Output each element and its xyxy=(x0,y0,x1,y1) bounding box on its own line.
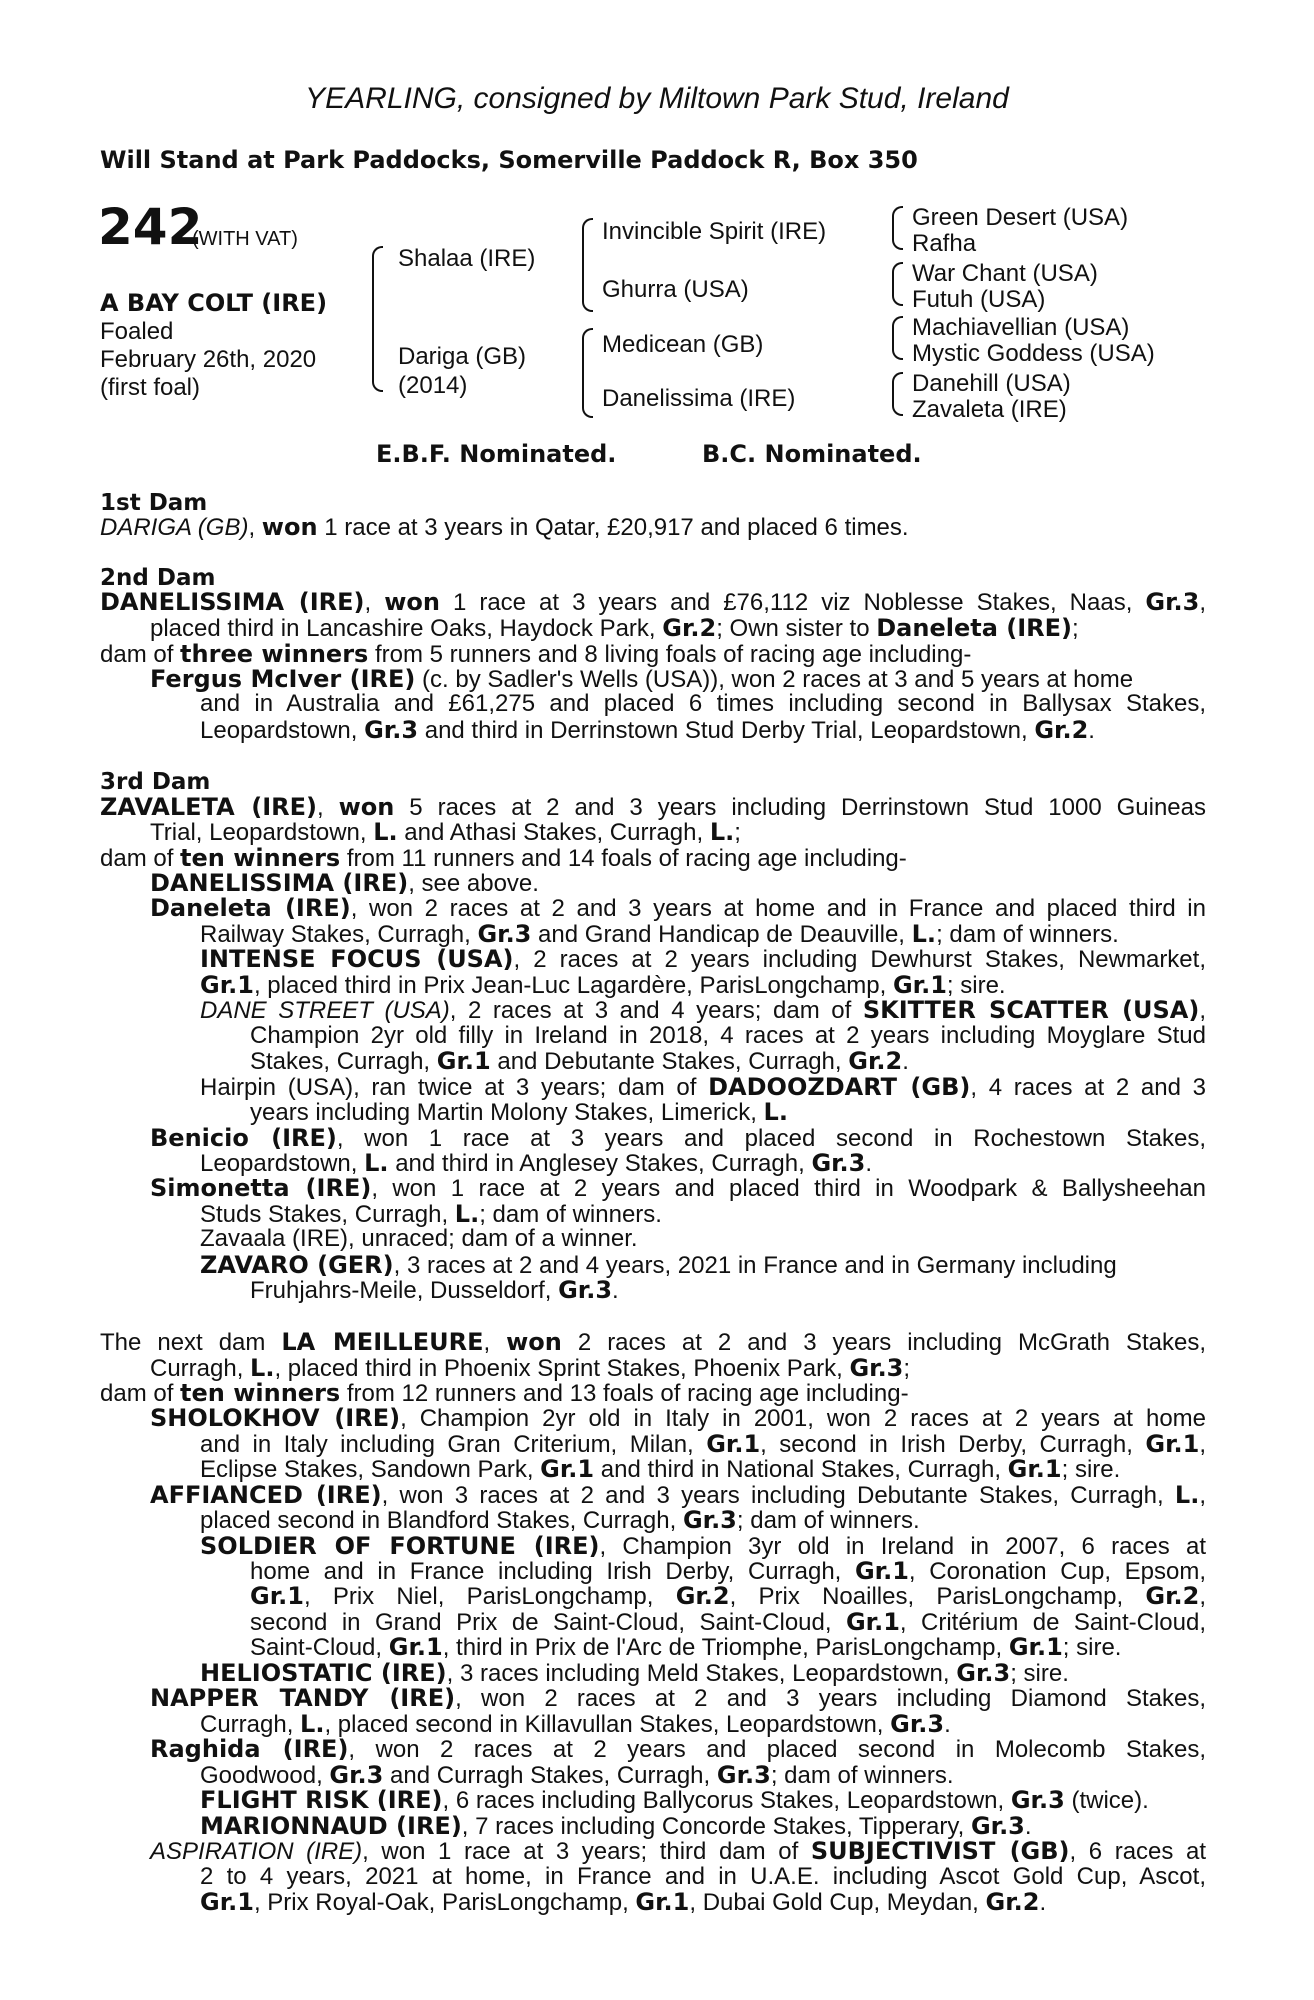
text-run: and Curragh Stakes, Curragh, xyxy=(383,1762,717,1789)
text-run: , won 1 race at 3 years; third dam of xyxy=(362,1838,811,1865)
text-run: and Grand Handicap de Deauville, xyxy=(531,921,912,948)
text-line xyxy=(100,795,1206,820)
bold-text: Gr.3 xyxy=(716,1761,771,1789)
text-line xyxy=(150,1737,1206,1762)
foaled-date: February 26th, 2020 xyxy=(100,346,317,373)
dam-dam-name: Danelissima (IRE) xyxy=(602,385,796,412)
text-line xyxy=(250,1024,1206,1048)
text-line xyxy=(200,1432,1206,1457)
text-run: , second in Irish Derby, Curragh, xyxy=(760,1431,1146,1458)
text-run: , xyxy=(1199,1482,1207,1509)
bold-text: ZAVALETA (IRE) xyxy=(100,793,318,821)
text-run: ; Own sister to xyxy=(716,615,877,642)
bold-text: Gr.3 xyxy=(682,1506,737,1534)
text-run: , 7 races including Concorde Stakes, Tipperary, xyxy=(461,1813,971,1840)
bold-text: Gr.1 xyxy=(635,1888,690,1916)
text-line xyxy=(150,1356,910,1381)
text-run: Leopardstown, xyxy=(200,1150,365,1177)
text-run: 1 race at 3 years in Qatar, £20,917 and placed 6 times. xyxy=(317,514,909,541)
bold-text: DADOOZDART (GB) xyxy=(708,1073,971,1101)
text-line xyxy=(250,1100,788,1125)
text-run: , xyxy=(1199,1583,1206,1610)
text-line xyxy=(200,1865,1206,1889)
bold-text: Gr.2 xyxy=(985,1888,1040,1916)
pedigree-brace-g2 xyxy=(892,262,903,306)
text-run: ; xyxy=(1071,615,1079,642)
text-line xyxy=(150,616,1079,641)
text-run: , xyxy=(248,514,262,541)
text-run: 2 races at 2 and 3 years including McGrath Stakes, xyxy=(561,1329,1206,1356)
text-run: and Debutante Stakes, Curragh, xyxy=(490,1048,849,1075)
text-run: dam of xyxy=(100,641,181,668)
text-run: . xyxy=(865,1150,873,1177)
text-run: second in Grand Prix de Saint-Cloud, Saint-Cloud, xyxy=(250,1609,846,1636)
text-run: , placed third in Prix Jean-Luc Lagardère, ParisLongchamp, xyxy=(253,972,893,999)
bold-text: SUBJECTIVIST (GB) xyxy=(810,1837,1070,1865)
text-run: Railway Stakes, Curragh, xyxy=(200,921,478,948)
bold-text: DANELISSIMA (IRE) xyxy=(100,588,365,616)
text-run: , placed second in Killavullan Stakes, Leopardstown, xyxy=(324,1711,891,1738)
bold-text: won xyxy=(384,588,440,616)
text-line xyxy=(250,1584,1206,1609)
text-run: , Dubai Gold Cup, Meydan, xyxy=(689,1889,986,1916)
text-run: from 11 runners and 14 foals of racing age including- xyxy=(340,845,907,872)
text-line xyxy=(150,667,1133,692)
section-heading-2nd-dam: 2nd Dam xyxy=(100,565,216,591)
italic-text: DARIGA (GB) xyxy=(100,514,249,541)
text-line xyxy=(200,1890,1046,1915)
ggdam-2: Futuh (USA) xyxy=(912,286,1046,313)
bold-text: won xyxy=(506,1328,562,1356)
bold-text: Gr.1 xyxy=(892,971,947,999)
text-run: , 6 races including Ballycorus Stakes, Leopardstown, xyxy=(442,1787,1011,1814)
text-run: . xyxy=(1088,717,1095,744)
bold-text: Gr.3 xyxy=(364,716,419,744)
text-run: from 5 runners and 8 living foals of racing age including- xyxy=(368,641,972,668)
text-run: The next dam xyxy=(100,1329,282,1356)
bold-text: Gr.1 xyxy=(388,1633,443,1661)
first-foal-note: (first foal) xyxy=(100,374,201,401)
bold-text: SOLDIER OF FORTUNE (IRE) xyxy=(200,1532,600,1560)
text-line xyxy=(150,1126,1206,1151)
text-run: . xyxy=(1039,1889,1047,1916)
bold-text: SKITTER SCATTER (USA) xyxy=(862,996,1200,1024)
text-line xyxy=(200,998,1206,1023)
text-run: , placed third in Phoenix Sprint Stakes, Phoenix Park, xyxy=(274,1355,850,1382)
text-run: , 6 races at xyxy=(1069,1838,1206,1865)
text-run: Leopardstown, xyxy=(200,717,365,744)
pedigree-brace-main xyxy=(372,246,383,392)
pedigree-brace-sire xyxy=(582,218,593,312)
bold-text: Gr.1 xyxy=(845,1608,900,1636)
text-run: ; xyxy=(734,819,741,846)
bold-text: three winners xyxy=(180,640,369,668)
text-line xyxy=(100,515,909,540)
text-line xyxy=(250,1278,619,1303)
text-line xyxy=(200,1075,1206,1100)
bold-text: Gr.3 xyxy=(329,1761,384,1789)
text-run: home and in France including Irish Derby, Curragh, xyxy=(250,1558,855,1585)
text-line xyxy=(200,1763,954,1788)
text-line xyxy=(200,1457,1120,1482)
bold-text: Gr.1 xyxy=(706,1430,761,1458)
text-run: , xyxy=(317,794,339,821)
text-line xyxy=(200,1712,951,1737)
consignment-line: YEARLING, consigned by Miltown Park Stud, Ireland xyxy=(305,82,1009,115)
text-run: , see above. xyxy=(408,870,539,897)
text-run: ; dam of winners. xyxy=(479,1201,662,1228)
text-line xyxy=(150,1686,1206,1711)
bold-text: L. xyxy=(1174,1481,1200,1509)
text-run: dam of xyxy=(100,1380,181,1407)
bold-text: Gr.3 xyxy=(890,1710,945,1738)
bold-text: L. xyxy=(300,1710,325,1738)
text-line xyxy=(200,1508,920,1533)
bold-text: DANELISSIMA (IRE) xyxy=(150,869,409,897)
text-run: , won 2 races at 2 and 3 years including Diamond Stakes, xyxy=(455,1685,1207,1712)
text-run: , xyxy=(1199,997,1206,1024)
lot-number: 242 xyxy=(98,198,203,256)
text-run: , 2 races at 3 and 4 years; dam of xyxy=(449,997,863,1024)
text-run: ; dam of winners. xyxy=(770,1762,954,1789)
sire-name: Shalaa (IRE) xyxy=(398,245,536,272)
section-heading-1st-dam: 1st Dam xyxy=(100,490,208,516)
bold-text: Gr.1 xyxy=(1008,1633,1063,1661)
text-line xyxy=(200,718,1095,743)
text-run: Saint-Cloud, xyxy=(250,1634,389,1661)
text-line xyxy=(200,922,1119,947)
text-run: Curragh, xyxy=(150,1355,251,1382)
text-run: , xyxy=(364,589,385,616)
bold-text: Daneleta (IRE) xyxy=(150,894,351,922)
dam-year: (2014) xyxy=(398,372,468,399)
bold-text: ten winners xyxy=(180,844,341,872)
vat-note: (WITH VAT) xyxy=(192,228,298,250)
bold-text: L. xyxy=(250,1354,275,1382)
bold-text: Raghida (IRE) xyxy=(150,1735,349,1763)
text-run: 5 races at 2 and 3 years including Derrinstown Stud 1000 Guineas xyxy=(394,794,1207,821)
text-line xyxy=(200,1534,1206,1559)
text-run: , 3 races at 2 and 4 years, 2021 in France and in Germany including xyxy=(393,1252,1117,1279)
text-run: , 2 races at 2 years including Dewhurst Stakes, Newmarket, xyxy=(513,946,1206,973)
bold-text: Gr.3 xyxy=(970,1812,1025,1840)
text-line xyxy=(250,1559,1206,1584)
text-run: Curragh, xyxy=(200,1711,301,1738)
text-run: ; sire. xyxy=(1010,1660,1069,1687)
text-line xyxy=(200,1788,1149,1813)
text-run: Fruhjahrs-Meile, Dusseldorf, xyxy=(250,1277,559,1304)
section-heading-3rd-dam: 3rd Dam xyxy=(100,769,211,795)
bold-text: Gr.1 xyxy=(540,1455,595,1483)
text-run: ; sire. xyxy=(1062,1634,1122,1661)
bold-text: L. xyxy=(373,818,398,846)
dam-name: Dariga (GB) xyxy=(398,343,527,370)
ebf-nomination: E.B.F. Nominated. xyxy=(376,440,617,468)
text-run: from 12 runners and 13 foals of racing age including- xyxy=(340,1380,909,1407)
text-run: , won 3 races at 2 and 3 years including Debutante Stakes, Curragh, xyxy=(381,1482,1175,1509)
text-line xyxy=(200,1227,638,1251)
bold-text: Gr.1 xyxy=(250,1582,304,1610)
ggdam-4: Zavaleta (IRE) xyxy=(912,396,1067,423)
bold-text: Gr.3 xyxy=(1010,1786,1065,1814)
bold-text: LA MEILLEURE xyxy=(281,1328,484,1356)
text-line xyxy=(200,1151,872,1176)
text-run: Trial, Leopardstown, xyxy=(150,819,374,846)
text-run: ; dam of winners. xyxy=(736,1507,920,1534)
text-run: Zavaala (IRE), unraced; dam of a winner. xyxy=(200,1225,638,1252)
bold-text: Gr.2 xyxy=(675,1582,730,1610)
bold-text: Gr.3 xyxy=(849,1354,904,1382)
text-run: and third in National Stakes, Curragh, xyxy=(594,1456,1008,1483)
bold-text: Gr.3 xyxy=(1145,588,1200,616)
ggsire-2: War Chant (USA) xyxy=(912,260,1098,287)
text-line xyxy=(200,1661,1069,1686)
bold-text: Gr.1 xyxy=(200,971,254,999)
text-run: , Prix Noailles, ParisLongchamp, xyxy=(729,1583,1146,1610)
pedigree-brace-g1 xyxy=(892,206,903,250)
text-run: Studs Stakes, Curragh, xyxy=(200,1201,455,1228)
sire-dam-name: Ghurra (USA) xyxy=(602,276,749,303)
bold-text: won xyxy=(261,513,318,541)
ggdam-3: Mystic Goddess (USA) xyxy=(912,340,1155,367)
bold-text: INTENSE FOCUS (USA) xyxy=(200,945,514,973)
bold-text: L. xyxy=(364,1149,389,1177)
pedigree-brace-g4 xyxy=(892,372,903,416)
text-run: placed second in Blandford Stakes, Curragh, xyxy=(200,1507,683,1534)
text-run: dam of xyxy=(100,845,181,872)
sire-sire-name: Invincible Spirit (IRE) xyxy=(602,218,827,245)
text-run: and third in Anglesey Stakes, Curragh, xyxy=(388,1150,812,1177)
bold-text: SHOLOKHOV (IRE) xyxy=(150,1404,401,1432)
text-run: , won 1 race at 3 years and placed second in Rochestown Stakes, xyxy=(336,1125,1206,1152)
text-run: , 3 races including Meld Stakes, Leopardstown, xyxy=(446,1660,957,1687)
text-run: (twice). xyxy=(1064,1787,1149,1814)
text-line xyxy=(250,1610,1206,1635)
text-run: , Coronation Cup, Epsom, xyxy=(908,1558,1206,1585)
text-run: Goodwood, xyxy=(200,1762,330,1789)
stand-location: Will Stand at Park Paddocks, Somerville Paddock R, Box 350 xyxy=(100,146,918,174)
text-line xyxy=(150,1406,1206,1431)
bold-text: L. xyxy=(454,1200,480,1228)
text-line xyxy=(250,1049,909,1074)
bold-text: Gr.1 xyxy=(200,1888,254,1916)
text-line xyxy=(250,1635,1121,1660)
bold-text: Benicio (IRE) xyxy=(150,1124,337,1152)
text-run: , Champion 3yr old in Ireland in 2007, 6 races at xyxy=(599,1533,1206,1560)
text-line xyxy=(150,871,539,896)
text-run: placed third in Lancashire Oaks, Haydock Park, xyxy=(150,615,663,642)
bold-text: Gr.1 xyxy=(436,1047,491,1075)
text-run: (c. by Sadler's Wells (USA)), won 2 races at 3 and 5 years at home xyxy=(415,666,1134,693)
bold-text: Gr.2 xyxy=(848,1047,903,1075)
italic-text: ASPIRATION (IRE) xyxy=(150,1838,363,1865)
ggsire-1: Green Desert (USA) xyxy=(912,204,1129,231)
ggsire-3: Machiavellian (USA) xyxy=(912,314,1130,341)
pedigree-brace-g3 xyxy=(892,316,903,360)
text-run: Stakes, Curragh, xyxy=(250,1048,437,1075)
text-run: , 4 races at 2 and 3 xyxy=(970,1074,1206,1101)
text-run: Hairpin (USA), ran twice at 3 years; dam of xyxy=(200,1074,709,1101)
text-line xyxy=(100,642,971,667)
bold-text: Gr.3 xyxy=(956,1659,1011,1687)
bold-text: Gr.2 xyxy=(1034,716,1089,744)
text-line xyxy=(200,947,1206,972)
bold-text: ten winners xyxy=(180,1379,341,1407)
text-run: . xyxy=(944,1711,951,1738)
text-run: , won 1 race at 2 years and placed third in Woodpark & Ballysheehan xyxy=(371,1175,1206,1202)
horse-description: A BAY COLT (IRE) xyxy=(100,289,328,317)
bold-text: Gr.3 xyxy=(558,1276,613,1304)
text-line xyxy=(200,1202,662,1227)
text-run: ; sire. xyxy=(1061,1456,1121,1483)
text-line xyxy=(150,1176,1206,1201)
text-run: , Prix Royal-Oak, ParisLongchamp, xyxy=(253,1889,636,1916)
text-run: , xyxy=(1199,589,1206,616)
text-run: ; dam of winners. xyxy=(936,921,1119,948)
text-run: and in Australia and £61,275 and placed 6 times including second in Ballysax Stakes, xyxy=(200,690,1206,717)
text-line xyxy=(100,1381,909,1406)
bold-text: AFFIANCED (IRE) xyxy=(150,1481,382,1509)
text-run: . xyxy=(902,1048,909,1075)
bold-text: Daneleta (IRE) xyxy=(876,614,1072,642)
text-run: ; xyxy=(903,1355,911,1382)
text-run: . xyxy=(612,1277,619,1304)
bold-text: Gr.2 xyxy=(1145,1582,1200,1610)
text-line xyxy=(200,973,1006,998)
text-run: , xyxy=(483,1329,507,1356)
bold-text: Gr.1 xyxy=(1007,1455,1062,1483)
text-line xyxy=(200,1814,1032,1839)
ggsire-4: Danehill (USA) xyxy=(912,370,1071,397)
bold-text: won xyxy=(338,793,395,821)
dam-sire-name: Medicean (GB) xyxy=(602,331,764,358)
text-run: , Champion 2yr old in Italy in 2001, won 2 races at 2 years at home xyxy=(400,1405,1207,1432)
text-line xyxy=(150,1839,1206,1864)
bold-text: Gr.3 xyxy=(811,1149,866,1177)
bold-text: L. xyxy=(763,1098,788,1126)
text-line xyxy=(150,1483,1206,1508)
text-run: years including Martin Molony Stakes, Limerick, xyxy=(250,1099,764,1126)
text-run: and third in Derrinstown Stud Derby Trial, Leopardstown, xyxy=(418,717,1035,744)
bold-text: Gr.3 xyxy=(477,920,532,948)
text-line xyxy=(150,820,741,845)
text-run: 1 race at 3 years and £76,112 viz Noblesse Stakes, Naas, xyxy=(439,589,1146,616)
ggdam-1: Rafha xyxy=(912,230,977,257)
text-run: Eclipse Stakes, Sandown Park, xyxy=(200,1456,541,1483)
text-line xyxy=(100,590,1206,615)
bc-nomination: B.C. Nominated. xyxy=(702,440,922,468)
bold-text: Fergus McIver (IRE) xyxy=(150,665,416,693)
bold-text: NAPPER TANDY (IRE) xyxy=(150,1684,456,1712)
text-run: , Prix Niel, ParisLongchamp, xyxy=(303,1583,676,1610)
bold-text: Simonetta (IRE) xyxy=(150,1174,372,1202)
text-run: Champion 2yr old filly in Ireland in 2018, 4 races at 2 years including Moyglare Stud xyxy=(250,1022,1206,1049)
text-run: ; sire. xyxy=(946,972,1006,999)
text-run: , won 2 races at 2 years and placed second in Molecomb Stakes, xyxy=(348,1736,1207,1763)
bold-text: L. xyxy=(709,818,735,846)
bold-text: ZAVARO (GER) xyxy=(200,1251,394,1279)
italic-text: DANE STREET (USA) xyxy=(200,997,450,1024)
text-run: , Critérium de Saint-Cloud, xyxy=(899,1609,1206,1636)
text-line xyxy=(100,846,907,871)
bold-text: L. xyxy=(911,920,937,948)
bold-text: Gr.1 xyxy=(854,1557,909,1585)
text-line xyxy=(150,896,1206,921)
text-run: 2 to 4 years, 2021 at home, in France and in U.A.E. including Ascot Gold Cup, Ascot, xyxy=(200,1863,1206,1890)
text-run: . xyxy=(1024,1813,1032,1840)
bold-text: HELIOSTATIC (IRE) xyxy=(200,1659,447,1687)
bold-text: Gr.1 xyxy=(1145,1430,1200,1458)
foaled-label: Foaled xyxy=(100,318,174,345)
bold-text: FLIGHT RISK (IRE) xyxy=(200,1786,443,1814)
text-run: , won 2 races at 2 and 3 years at home and in France and placed third in xyxy=(350,895,1206,922)
bold-text: MARIONNAUD (IRE) xyxy=(200,1812,462,1840)
pedigree-brace-dam xyxy=(582,328,593,418)
text-run: , third in Prix de l'Arc de Triomphe, ParisLongchamp, xyxy=(442,1634,1009,1661)
bold-text: Gr.2 xyxy=(662,614,717,642)
text-run: and Athasi Stakes, Curragh, xyxy=(397,819,710,846)
text-line xyxy=(100,1330,1206,1355)
text-line xyxy=(200,692,1206,716)
text-run: , xyxy=(1199,1431,1207,1458)
text-run: and in Italy including Gran Criterium, Milan, xyxy=(200,1431,707,1458)
text-line xyxy=(200,1253,1117,1278)
